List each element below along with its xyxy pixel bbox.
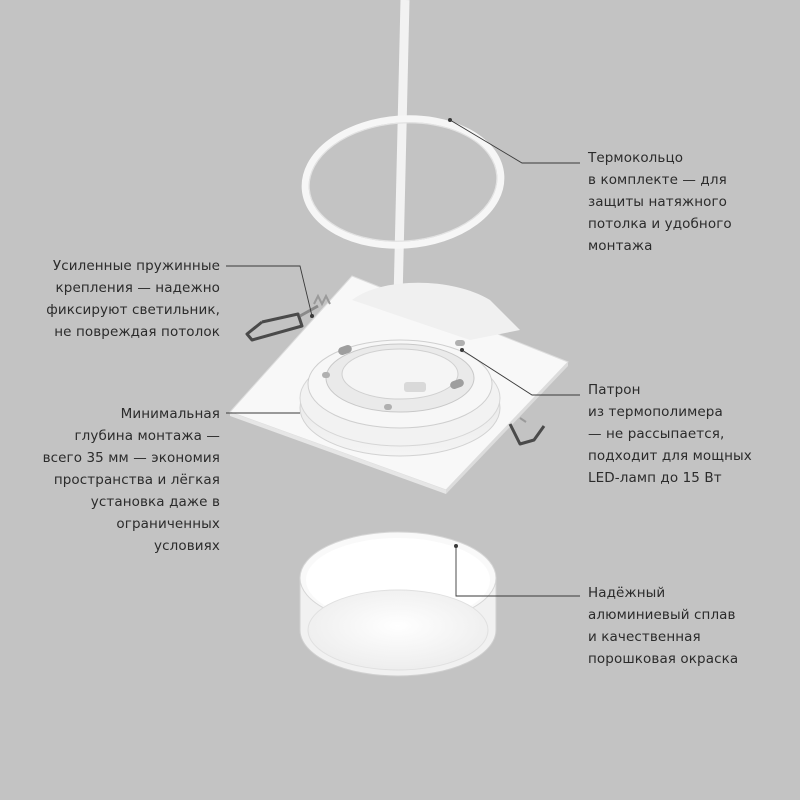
alloy-callout: Надёжный алюминиевый сплав и качественная порошковая окраска [588, 585, 739, 667]
springs-callout: Усиленные пружинные крепления — надежно фиксируют светильник, не повреждая потолок [46, 258, 220, 340]
depth-callout: Минимальная глубина монтажа — всего 35 мм — экономия пространства и лёгкая установка даже в ограниченных условиях [42, 406, 220, 554]
socket-body [300, 340, 500, 456]
socket-callout: Патрон из термополимера — не рассыпается, подходит для мощных LED-ламп до 15 Вт [588, 382, 752, 486]
thermo-ring-callout: Термокольцо в комплекте — для защиты натяжного потолка и удобного монтажа [588, 150, 732, 254]
diffuser-module [300, 532, 496, 676]
